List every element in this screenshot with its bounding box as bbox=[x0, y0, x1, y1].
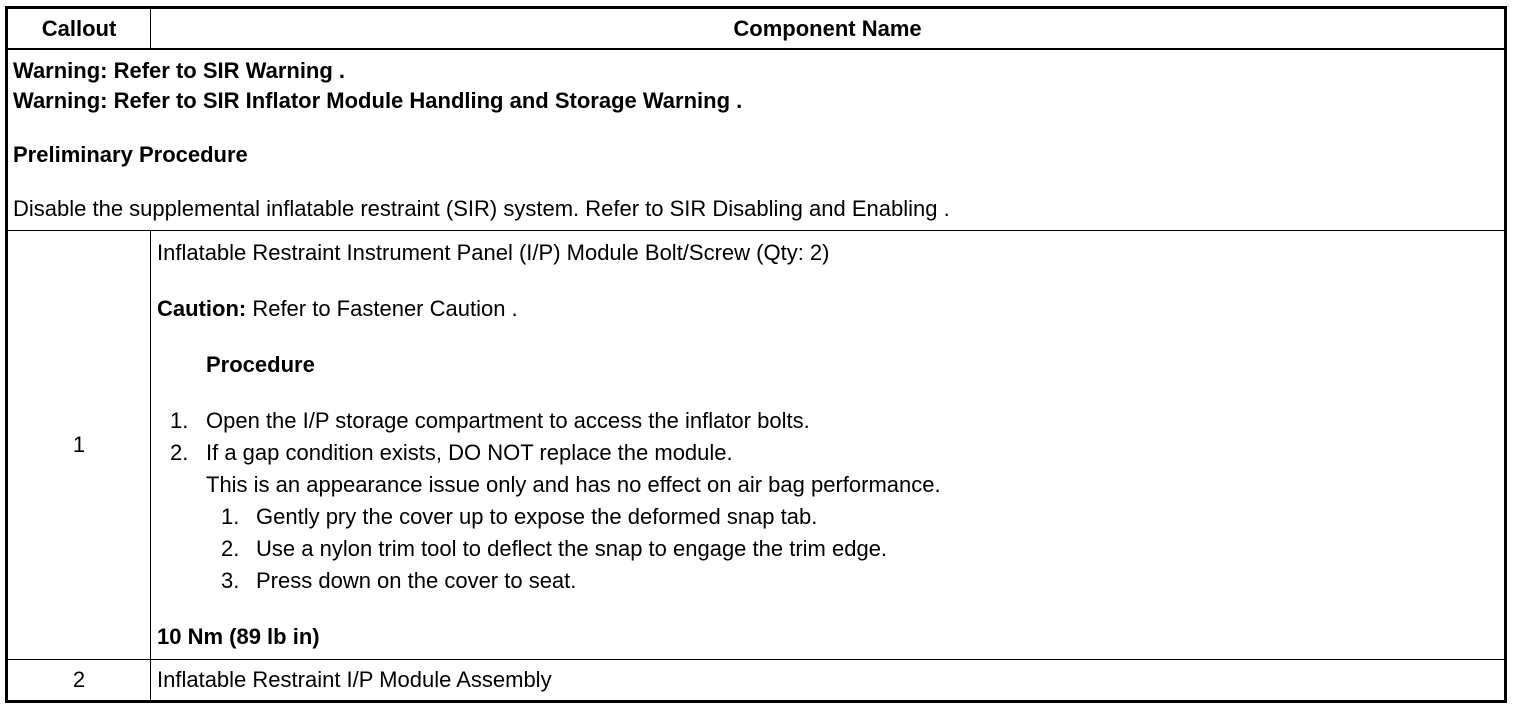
substep-number: 3. bbox=[221, 568, 240, 593]
document bbox=[5, 6, 1507, 703]
substep-text: Gently pry the cover up to expose the deformed snap tab. bbox=[256, 504, 818, 529]
sub-steps bbox=[206, 501, 1504, 597]
substep-number: 1. bbox=[221, 504, 240, 529]
step-note: This is an appearance issue only and has no effect on air bag performance. bbox=[206, 472, 941, 497]
procedure-heading: Procedure bbox=[206, 352, 315, 377]
torque-spec: 10 Nm (89 lb in) bbox=[157, 624, 320, 649]
procedure-steps bbox=[157, 405, 1504, 597]
step-text: Open the I/P storage compartment to access the inflator bolts. bbox=[206, 408, 810, 433]
table-header-row bbox=[7, 8, 1506, 50]
list-item bbox=[206, 501, 1504, 533]
callout-number: 1 bbox=[7, 231, 151, 660]
table-row bbox=[7, 660, 1506, 702]
caution-label: Caution: bbox=[157, 296, 247, 321]
step-number: 1. bbox=[170, 408, 189, 433]
substep-text: Press down on the cover to seat. bbox=[256, 568, 577, 593]
list-item bbox=[206, 565, 1504, 597]
component-cell bbox=[151, 231, 1506, 660]
substep-number: 2. bbox=[221, 536, 240, 561]
caution-line bbox=[157, 293, 1504, 325]
list-item bbox=[157, 437, 1504, 597]
component-name: Inflatable Restraint I/P Module Assembly bbox=[151, 660, 1506, 702]
warning-sir-inflator: Warning: Refer to SIR Inflator Module Handling and Storage Warning . bbox=[13, 88, 743, 113]
column-header-callout: Callout bbox=[7, 8, 151, 50]
step-number: 2. bbox=[170, 440, 189, 465]
substep-text: Use a nylon trim tool to deflect the snap to engage the trim edge. bbox=[256, 536, 888, 561]
component-name: Inflatable Restraint Instrument Panel (I/P) Module Bolt/Screw (Qty: 2) bbox=[157, 240, 830, 265]
preliminary-procedure-text: Disable the supplemental inflatable restraint (SIR) system. Refer to SIR Disabling and Enabling . bbox=[13, 196, 950, 221]
caution-text: Refer to Fastener Caution . bbox=[246, 296, 518, 321]
warning-sir: Warning: Refer to SIR Warning . bbox=[13, 58, 346, 83]
preliminary-row bbox=[7, 49, 1506, 231]
list-item bbox=[206, 533, 1504, 565]
step-text: If a gap condition exists, DO NOT replace the module. bbox=[206, 440, 733, 465]
list-item bbox=[157, 405, 1504, 437]
callout-table bbox=[5, 6, 1507, 703]
preliminary-cell bbox=[7, 49, 1506, 231]
table-row bbox=[7, 231, 1506, 660]
callout-number: 2 bbox=[7, 660, 151, 702]
column-header-component-name: Component Name bbox=[151, 8, 1506, 50]
preliminary-procedure-heading: Preliminary Procedure bbox=[13, 142, 248, 167]
